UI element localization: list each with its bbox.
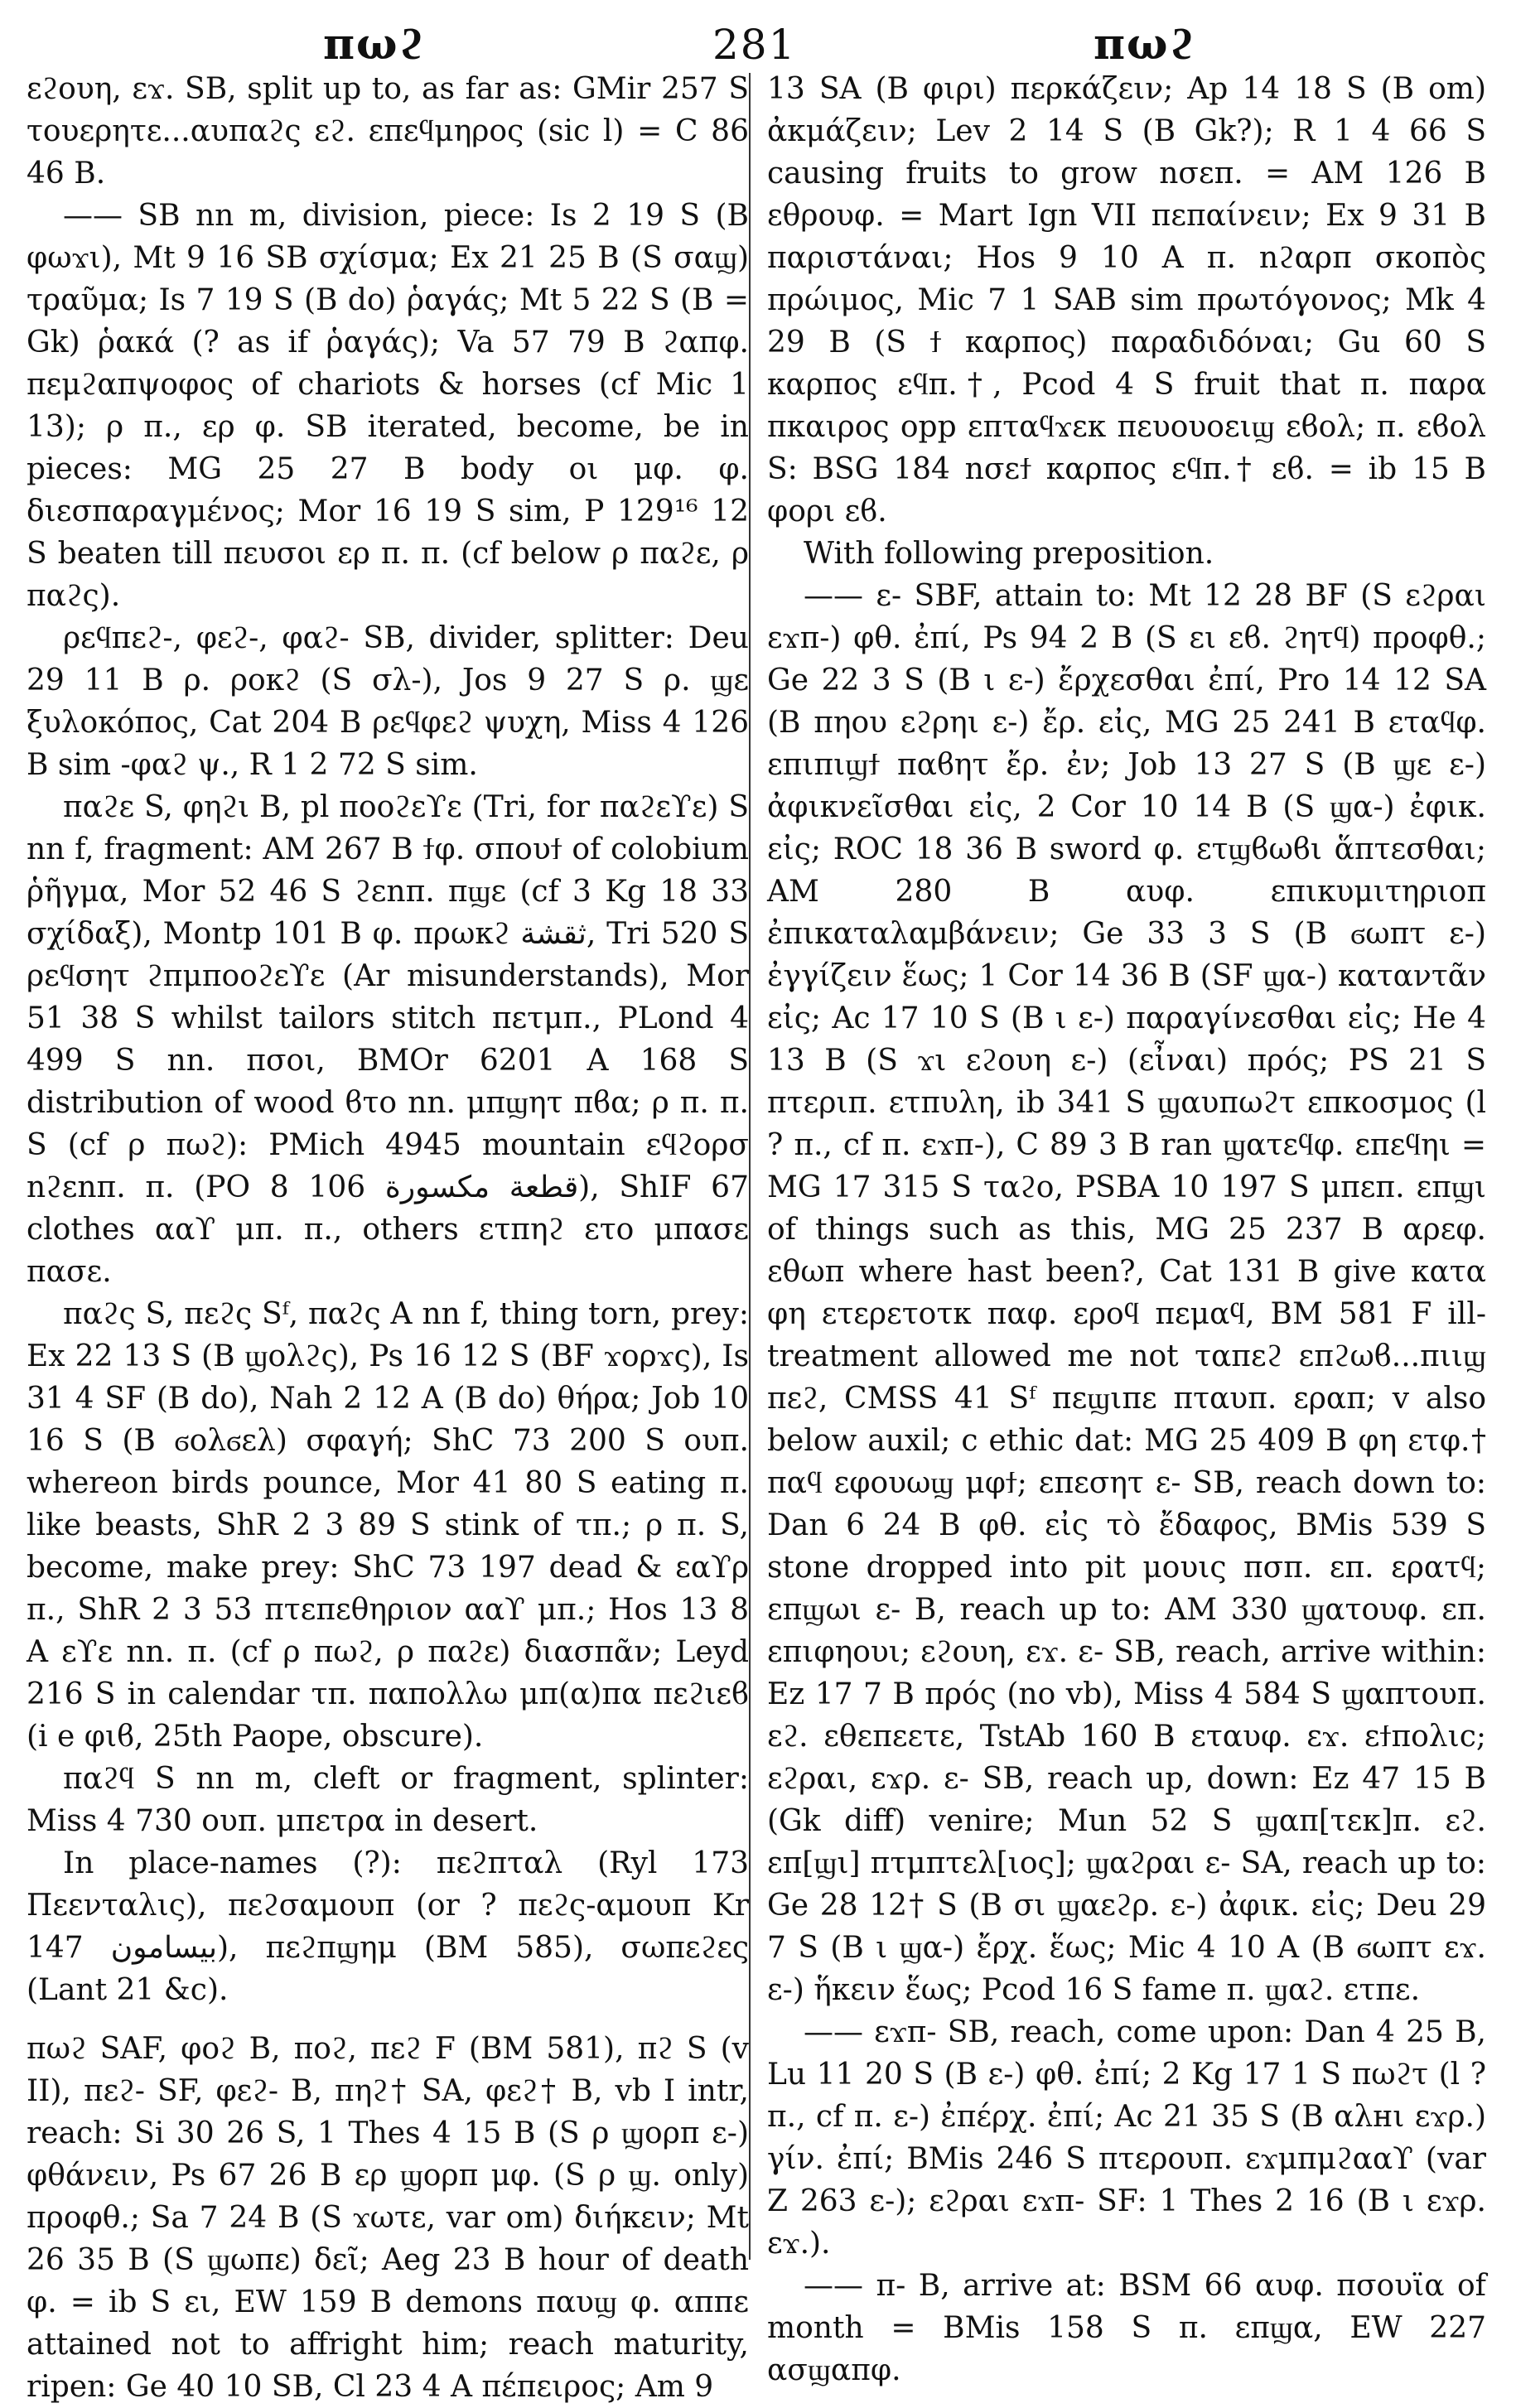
entry-paragraph: παϩς S, πεϩς Sᶠ, παϩς A nn f, thing torn, prey: Ex 22 13 S (B ϣολϩς), Ps 16 12 S (BF ϫορϫς), Is 31 4 SF (B do), Nah 2 12 A (B do) θήρα; Job 10 16 S (B ϭολϭελ) σφαγή; ShC 73 200 S ουπ. whereon birds pounce, Mor 41 80 S eating π. like beasts, ShR 2 3 89 S stink of τπ.; ρ π. S, become, make prey: ShC 73 197 dead & εαϒρ π., ShR 2 3 53 πτεπεθηριον ααϒ μπ.; Hos 13 8 A εϒε nn. π. (cf ρ πωϩ, ρ παϩε) διασπᾶν; Leyd 216 S in calendar τπ. παπολλω μπ(α)πα πεϩιεϐ (i e φιϐ, 25th Paope, obscure). [27, 1297, 749, 1754]
entry-paragraph: —— SB nn m, division, piece: Is 2 19 S (B φωϫι), Mt 9 16 SB σχίσμα; Ex 21 25 B (S σαϣ) τραῦμα; Is 7 19 S (B do) ῥαγάς; Mt 5 22 S (B = Gk) ῥακά (? as if ῥαγάς); Va 57 79 B ϩαπφ. πεμϩαπψοφος of chariots & horses (cf Mic 1 13); ρ π., ερ φ. SB iterated, become, be in pieces: MG 25 27 B body οι μφ. φ. διεσπαραγμένος; Mor 16 19 S sim, P 129¹⁶ 12 S beaten till πευσοι ερ π. π. (cf below ρ παϩε, ρ παϩς). [27, 199, 749, 613]
entry-paragraph: ρεϥπεϩ-, φεϩ-, φαϩ- SB, divider, splitter: Deu 29 11 B ρ. ροκϩ (S σλ-), Jos 9 27 S ρ. ϣε ξυλοκόπος, Cat 204 B ρεϥφεϩ ψυχη, Miss 4 126 B sim -φαϩ ψ., R 1 2 72 S sim. [27, 621, 749, 782]
running-head-left: πωϩ [323, 19, 427, 70]
entry-paragraph: 13 SA (B φιρι) περκάζειν; Ap 14 18 S (B om) ἀκμάζειν; Lev 2 14 S (B Gk?); R 1 4 66 S causing fruits to grow nσεπ. = AM 126 B εθρουφ. = Mart Ign VII πεπαίνειν; Ex 9 31 B παριστάναι; Hos 9 10 A π. nϩαρπ σκοπὸς πρώιμος, Mic 7 1 SAB sim πρωτόγονος; Mk 4 29 B (S ϯ καρπος) παραδιδόναι; Gu 60 S καρπος εϥπ.†, Pcod 4 S fruit that π. παρα πκαιρος opp επταϥϫεκ πευουοειϣ εϐολ; π. εϐολ S: BSG 184 nσεϯ καρπος εϥπ.† εϐ. = ib 15 B φορι εϐ. [767, 72, 1486, 528]
right-column [767, 68, 1486, 2387]
entry-paragraph: —— ε- SBF, attain to: Mt 12 28 BF (S εϩραι εϫπ-) φθ. ἐπί, Ps 94 2 B (S ει εϐ. ϩητϥ) προφθ.; Ge 22 3 S (B ι ε-) ἔρχεσθαι ἐπί, Pro 14 12 SA (B πηου εϩρηι ε-) ἔρ. εἰς, MG 25 241 B εταϥφ. επιπιϣϯ παϐητ ἔρ. ἐν; Job 13 27 S (B ϣε ε-) ἀφικνεῖσθαι εἰς, 2 Cor 10 14 B (S ϣα-) ἐφικ. εἰς; ROC 18 36 B sword φ. ετϣϐωϐι ἅπτεσθαι; AM 280 B αυφ. επικυμιτηριοπ ἐπικαταλαμβάνειν; Ge 33 3 S (B ϭωπτ ε-) ἐγγίζειν ἕως; 1 Cor 14 36 B (SF ϣα-) καταντᾶν εἰς; Ac 17 10 S (B ι ε-) παραγίνεσθαι εἰς; He 4 13 B (S ϫι εϩουη ε-) (εἶναι) πρός; PS 21 S πτεριπ. ετπυλη, ib 341 S ϣαυπωϩτ επκοσμος (l ? π., cf π. εϫπ-), C 89 3 B ran ϣατεϥφ. επεϥηι = MG 17 315 S ταϩο, PSBA 10 197 S μπεπ. επϣι of things such as this, MG 25 237 B αρεφ. εθωπ where hast been?, Cat 131 B give κατα φη ετερετοτκ παφ. εροϥ πεμαϥ, BM 581 F ill-treatment allowed me not ταπεϩ επϩωϐ...πιιϣ πεϩ, CMSS 41 Sᶠ πεϣιπε πταυπ. εραπ; v also below auxil; c ethic dat: MG 25 409 B φη ετφ.† παϥ εφουωϣ μφϯ; επεσητ ε- SB, reach down to: Dan 6 24 B φθ. εἰς τὸ ἔδαφος, BMis 539 S stone dropped into pit μουις πσπ. επ. ερατϥ; επϣωι ε- B, reach up to: AM 330 ϣατουφ. επ. επιφηουι; εϩουη, εϫ. ε- SB, reach, arrive within: Ez 17 7 B πρός (no vb), Miss 4 584 S ϣαπτουπ. εϩ. εθεπεετε, TstAb 160 B εταυφ. εϫ. εϯπολιс; εϩραι, εϫρ. ε- SB, reach up, down: Ez 47 15 B (Gk diff) venire; Mun 52 S ϣαπ[τεκ]π. εϩ. επ[ϣι] πτμπτελ[ιος]; ϣαϩραι ε- SA, reach up to: Ge 28 12† S (B σι ϣαεϩρ. ε-) ἀφικ. εἰς; Deu 29 7 S (B ι ϣα-) ἔρχ. ἕως; Mic 4 10 A (B ϭωπτ εϫ. ε-) ἥκειν ἕως; Pcod 16 S fame π. ϣαϩ. ετπε. [767, 579, 1486, 2007]
column-divider [749, 73, 751, 2260]
running-head-right: πωϩ [1094, 19, 1197, 70]
entry-paragraph: εϩουη, εϫ. SB, split up to, as far as: GMir 257 S τουερητε...αυπαϩς εϩ. επεϥμηρος (sic l) = C 86 46 B. [27, 72, 749, 191]
entry-paragraph: παϩϥ S nn m, cleft or fragment, splinter: Miss 4 730 ουπ. μπετρα in desert. [27, 1762, 749, 1838]
entry-paragraph: παϩε S, φηϩι B, pl ποοϩεϒε (Tri, for παϩεϒε) S nn f, fragment: AM 267 B ϯφ. σπουϯ of colobium ῥῆγμα, Mor 52 46 S ϩεnπ. πϣε (cf 3 Kg 18 33 σχίδαξ), Montp 101 B φ. πρωκϩ ثقشة, Tri 520 S ρεϥσητ ϩπμποοϩεϒε (Ar misunderstands), Mor 51 38 S whilst tailors stitch πετμπ., PLond 4 499 S nn. πσοι, BMOr 6201 A 168 S distribution of wood ϐτο nn. μπϣητ πϐα; ρ π. π. S (cf ρ πωϩ): PMich 4945 mountain εϥϩορσ nϩεnπ. π. (PO 8 106 قطعة مكسورة), ShIF 67 clothes ααϒ μπ. π., others ετπηϩ ετο μπασε πασε. [27, 790, 749, 1289]
left-column [27, 68, 750, 2404]
page-number: 281 [712, 21, 797, 69]
headword-entry: πωϩ SAF, φοϩ B, ποϩ, πεϩ F (BM 581), πϩ S (v II), πεϩ- SF, φεϩ- B, πηϩ† SA, φεϩ† B, vb I intr, reach: Si 30 26 S, 1 Thes 4 15 B (S ρ ϣορπ ε-) φθάνειν, Ps 67 26 B ερ ϣορπ μφ. (S ρ ϣ. only) προφθ.; Sa 7 24 B (S ϫωτε, var om) διήκειν; Mt 26 35 B (S ϣωπε) δεῖ; Aeg 23 B hour of death φ. = ib S ει, EW 159 B demons παυϣ φ. αππε attained not to affright him; reach maturity, ripen: Ge 40 10 SB, Cl 23 4 A πέπειρος; Am 9 [27, 2032, 749, 2404]
entry-paragraph: —— π- B, arrive at: BSM 66 αυφ. πσουϊα of month = BMis 158 S π. επϣα, EW 227 ασϣαπφ. [767, 2269, 1486, 2387]
entry-paragraph: In place-names (?): πεϩπταλ (Ryl 173 Πεενταλις), πεϩσαμουπ (or ? πεϩς-αμουπ Kr 147 بيسامون), πεϩπϣημ (BM 585), σωπεϩες (Lant 21 &c). [27, 1846, 750, 2007]
section-heading: With following preposition. [804, 537, 1214, 571]
entry-paragraph: —— εϫπ- SB, reach, come upon: Dan 4 25 B, Lu 11 20 S (B ε-) φθ. ἐπί; 2 Kg 17 1 S πωϩτ (l ? π., cf π. ε-) ἐπέρχ. ἐπί; Ac 21 35 S (B αλнι εϫρ.) γίν. ἐπί; BMis 246 S πτερουπ. εϫμπμϩααϒ (var Z 263 ε-); εϩραι εϫπ- SF: 1 Thes 2 16 (B ι εϫρ. εϫ.). [767, 2015, 1486, 2261]
entry-gap [27, 2011, 749, 2028]
